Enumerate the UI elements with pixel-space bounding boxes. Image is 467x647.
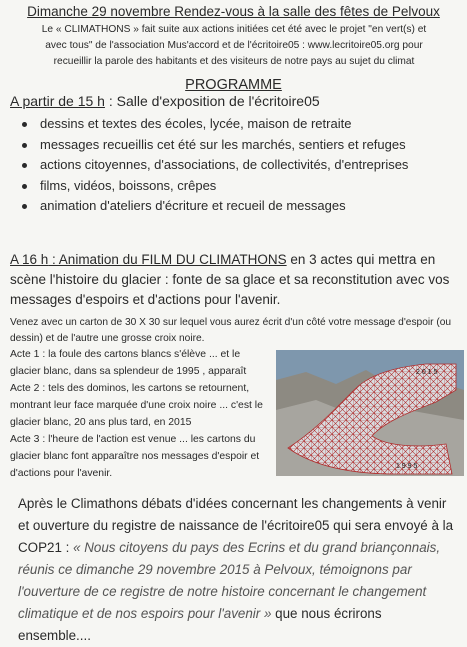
year-label-1995: 1 9 9 5 <box>396 463 418 470</box>
list-item: actions citoyennes, d'associations, de collectivités, d'entreprises <box>10 155 408 176</box>
list-item: animation d'ateliers d'écriture et recueil de messages <box>10 196 408 217</box>
closing-text: Après le Climathons débats d'idées concernant les changements à venir et ouverture du registre de naissance de l'écritoire05 qui sera envoyé à la COP21 : <box>18 496 454 555</box>
acte-label: Acte 3 : <box>10 434 46 445</box>
intro-paragraph <box>14 22 454 70</box>
list-item: messages recueillis cet été sur les marchés, sentiers et refuges <box>10 135 408 156</box>
glacier-grid-illustration <box>276 350 464 476</box>
actes-list <box>10 346 272 482</box>
flyer-title: Dimanche 29 novembre Rendez-vous à la salle des fêtes de Pelvoux <box>27 4 440 19</box>
list-item: films, vidéos, boissons, crêpes <box>10 176 408 197</box>
section-16h-film: : Animation du FILM DU CLIMATHONS <box>48 252 287 267</box>
acte-item <box>10 346 272 380</box>
acte-text: l'heure de l'action est venue ... les cartons du glacier blanc font apparaître nos messages d'espoir et d'actions pour l'avenir. <box>10 434 260 479</box>
year-label-2015: 2 0 1 5 <box>416 369 438 376</box>
activity-list <box>10 114 408 217</box>
acte-label: Acte 2 : <box>10 383 46 394</box>
acte-label: Acte 1 : <box>10 349 46 360</box>
section-15h-time: A partir de 15 h <box>10 93 105 109</box>
closing-quote: « Nous citoyens du pays des Ecrins et du grand briançonnais, réunis ce dimanche 29 novembre 2015 à Pelvoux, témoignons par l'ouverture de ce registre de notre histoire concernant le changement climatique et de nos espoirs pour l'avenir » <box>18 540 441 621</box>
acte-item <box>10 431 272 482</box>
closing-paragraph <box>18 493 458 647</box>
acte-item <box>10 380 272 431</box>
closing-end: que nous écrirons ensemble.... <box>18 606 382 643</box>
section-16h-description: en 3 actes qui mettra en scène l'histoire du glacier : fonte de sa glace et sa reconstitution avec vos messages d'espoirs et d'actions pour l'avenir. <box>10 252 450 307</box>
list-item: dessins et textes des écoles, lycée, maison de retraite <box>10 114 408 135</box>
section-16h-paragraph <box>10 250 455 310</box>
acte-text: la foule des cartons blancs s'élève ... et le glacier blanc, dans sa splendeur de 1995 , apparaît <box>10 349 247 377</box>
section-15h-heading <box>10 93 320 109</box>
intro-line: Le « CLIMATHONS » fait suite aux actions initiées cet été avec le projet "en vert(s) et <box>41 24 427 35</box>
intro-line: recueillir la parole des habitants et des visiteurs de notre pays au sujet du climat <box>53 56 415 67</box>
acte-text: tels des dominos, les cartons se retournent, montrant leur face marquée d'une croix noire ... c'est le glacier blanc, 20 ans plus tard, en 2015 <box>10 383 263 428</box>
section-15h-location: : Salle d'exposition de l'écritoire05 <box>104 93 320 109</box>
intro-line: avec tous" de l'association Mus'accord et de l'écritoire05 : www.lecritoire05.org pour <box>45 40 423 51</box>
section-16h-time: A 16 h <box>10 252 49 267</box>
programme-heading: PROGRAMME <box>185 77 282 93</box>
carton-instructions: Venez avec un carton de 30 X 30 sur lequel vous aurez écrit d'un côté votre message d'espoir (ou dessin) et de l'autre une grosse croix noire. <box>10 317 452 344</box>
